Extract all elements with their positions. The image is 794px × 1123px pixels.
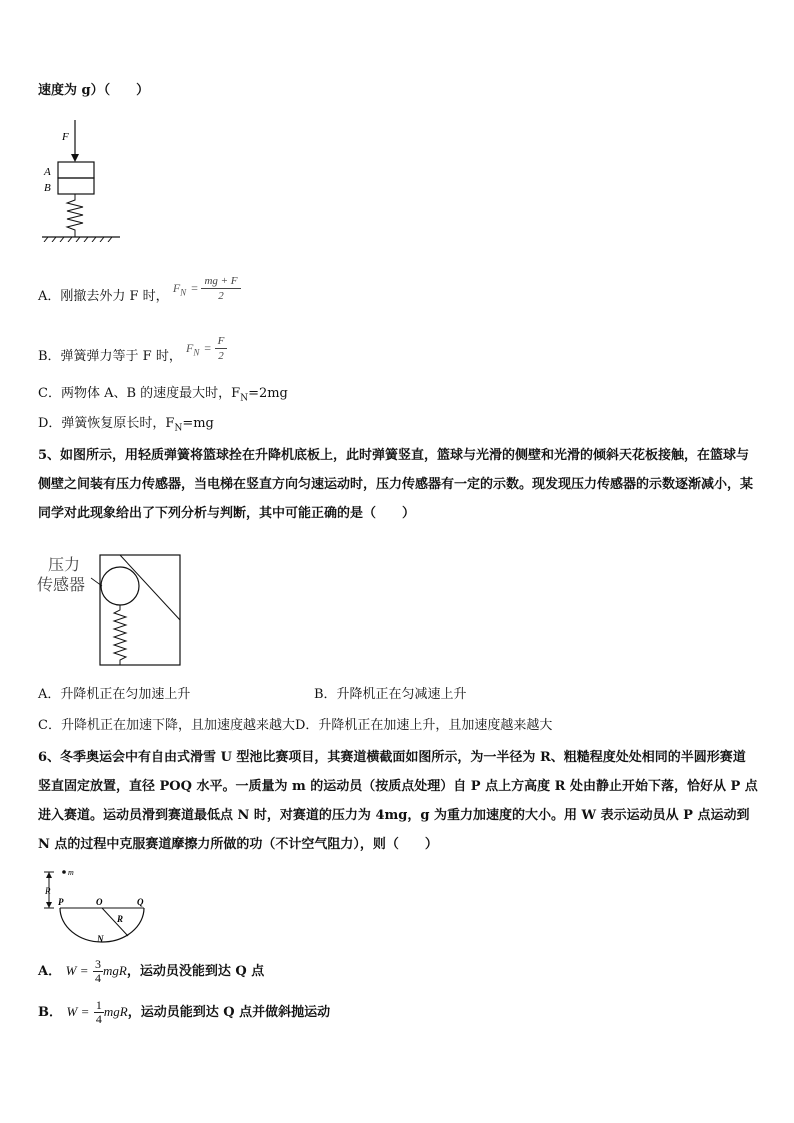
point-o-label: O xyxy=(96,897,103,907)
q5-option-c[interactable]: C．升降机正在加速下降，且加速度越来越大D．升降机正在加速上升，且加速度越来越大 xyxy=(38,718,553,733)
sensor-label-line1: 压力 xyxy=(48,555,81,574)
spring-blocks-figure xyxy=(38,118,128,242)
point-q-label: Q xyxy=(137,897,144,907)
q5-stem: 5、如图所示，用轻质弹簧将篮球拴在升降机底板上，此时弹簧竖直，篮球与光滑的侧壁和光滑的倾斜天花板接触，在篮球与侧壁之间装有压力传感器，当电梯在竖直方向匀速运动时，压力传感器有一定的示数。现发现压力传感器的示数逐渐减小，某同学对此现象给出了下列分析与判断，其中可能正确的是（ ） xyxy=(38,448,754,521)
q6-option-a[interactable]: A． W = $\frac{3}{4}$ mgR，运动员没能到达 Q 点 xyxy=(38,957,265,985)
point-n-label: N xyxy=(97,934,104,944)
q4-option-b[interactable]: B．弹簧弹力等于 F 时， $F_N$ = $\frac{F}{2}$ xyxy=(38,342,227,374)
fraction: $\frac{3}{4}$ xyxy=(95,957,102,985)
q6-option-b[interactable]: B． W = $\frac{1}{4}$ mgR，运动员能到达 Q 点并做斜抛运动 xyxy=(38,998,331,1026)
q4-option-a[interactable]: A．刚撤去外力 F 时， $F_N$ = $\frac{mg + F}{2}$ xyxy=(38,282,241,314)
half-pipe-figure xyxy=(36,866,156,946)
q5-option-a[interactable]: A．升降机正在匀加速上升 xyxy=(38,687,191,702)
mass-label: m xyxy=(68,868,74,877)
q4-option-c[interactable]: C．两物体 A、B 的速度最大时，$F_N=2mg$ xyxy=(38,386,288,404)
height-label: R xyxy=(45,886,51,896)
question-fragment: 速度为 g）（ ） xyxy=(38,83,150,98)
fraction: $\frac{mg + F}{2}$ xyxy=(201,274,240,303)
q5-option-d[interactable]: D．升降机正在加速上升，且加速度越来越大 xyxy=(294,718,553,733)
q5-option-b[interactable]: B．升降机正在匀减速上升 xyxy=(314,687,467,702)
force-label: F xyxy=(62,131,69,143)
elevator-figure xyxy=(36,552,184,668)
block-a-label: A xyxy=(44,166,51,178)
block-b-label: B xyxy=(44,182,51,194)
fraction: $\frac{1}{4}$ xyxy=(95,998,102,1026)
q4-option-d[interactable]: D．弹簧恢复原长时，$F_N=mg$ xyxy=(38,416,214,434)
fraction: $\frac{F}{2}$ xyxy=(215,334,228,363)
q6-stem: 6、冬季奥运会中有自由式滑雪 U 型池比赛项目，其赛道横截面如图所示，为一半径为 R、粗糙程度处处相同的半圆形赛道竖直固定放置，直径 POQ 水平。一质量为 m 的运动员（按质点处理）自 P 点上方高度 R 处由静止开始下落，恰好从 P 点进入赛道。运动员滑到赛道最低点 N 时，对赛道的压力为 4mg，g 为重力加速度的大小。用 W 表示运动员从 P 点运动到 N 点的过程中克服赛道摩擦力所做的功（不计空气阻力），则（ ） xyxy=(38,750,758,852)
sensor-label-line2: 传感器 xyxy=(37,575,86,594)
radius-label: R xyxy=(117,914,124,924)
point-p-label: P xyxy=(58,897,64,907)
